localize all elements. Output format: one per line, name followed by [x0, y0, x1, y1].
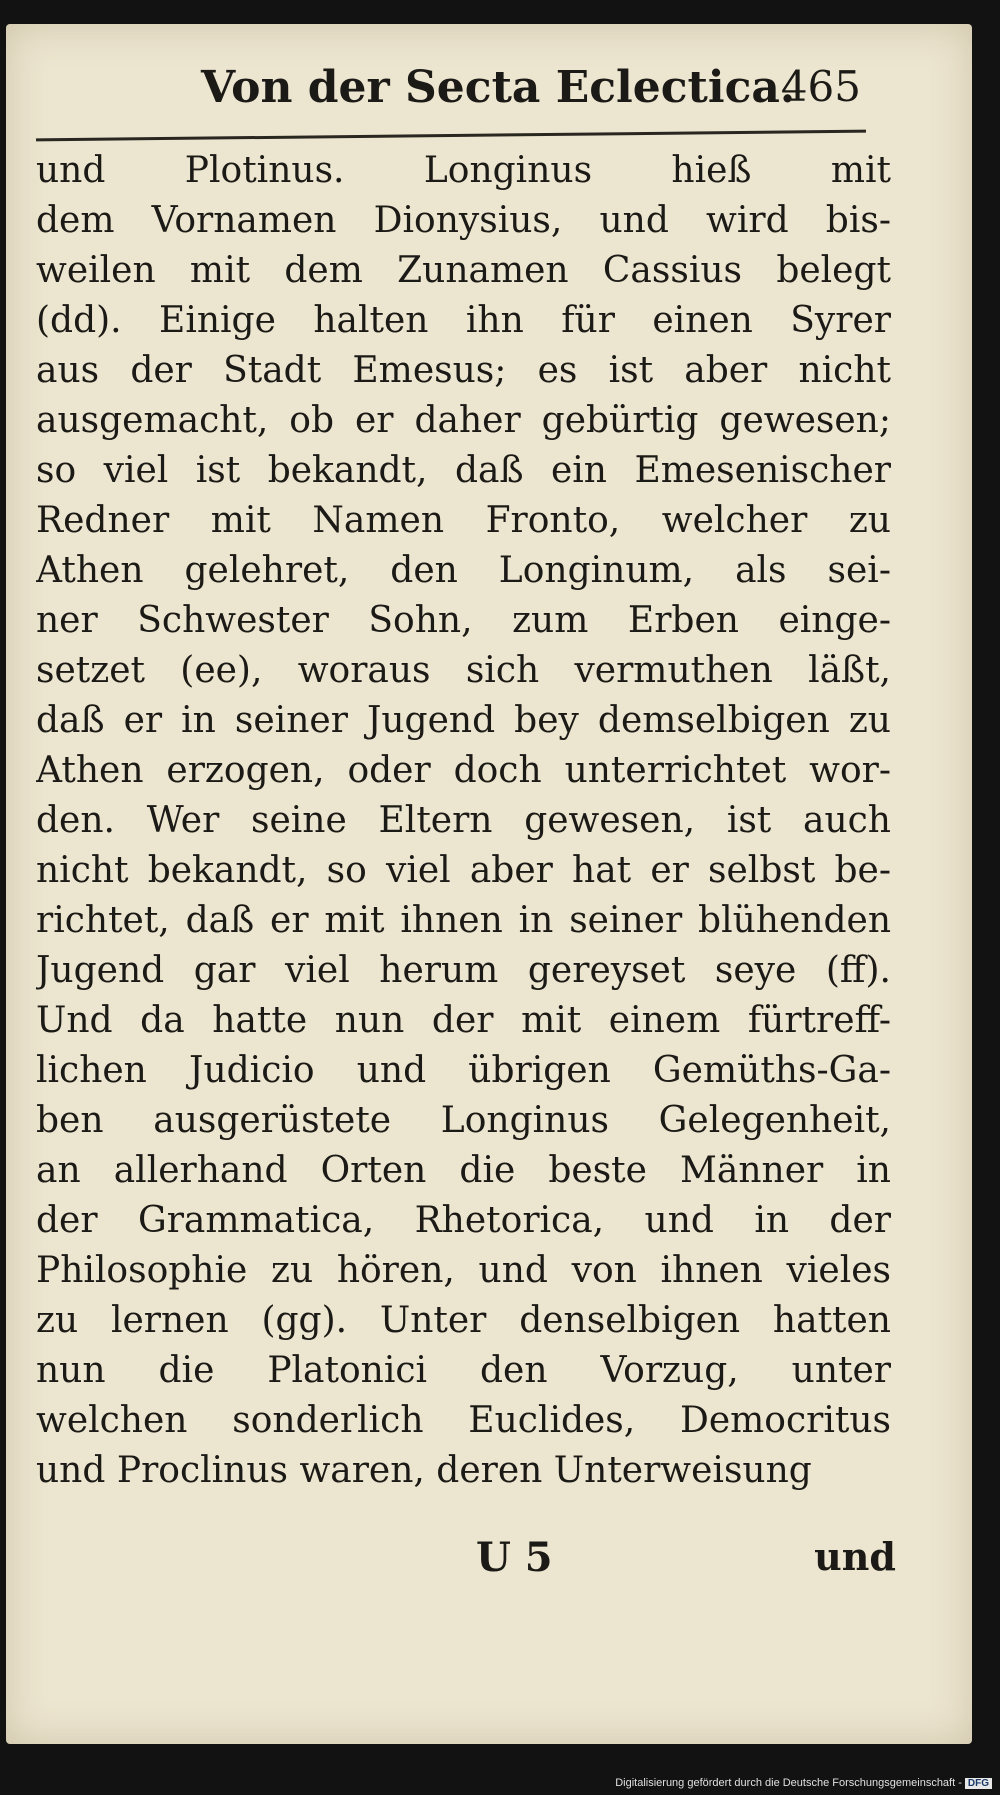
- text-line: daß er in seiner Jugend bey demselbigen zu: [36, 700, 891, 741]
- text-line: nun die Platonici den Vorzug, unter: [36, 1350, 891, 1391]
- page-footer: [456, 1534, 896, 1594]
- text-line: ausgemacht, ob er daher gebürtig gewesen;: [36, 400, 891, 441]
- text-line: zu lernen (gg). Unter denselbigen hatten: [36, 1300, 891, 1341]
- text-line: Redner mit Namen Fronto, welcher zu: [36, 500, 891, 541]
- digitization-credit: [615, 1777, 992, 1789]
- text-line: aus der Stadt Emesus; es ist aber nicht: [36, 350, 891, 391]
- text-line: und Plotinus. Longinus hieß mit: [36, 150, 891, 191]
- credit-text: Digitalisierung gefördert durch die Deutsche Forschungsgemeinschaft -: [615, 1777, 962, 1789]
- text-line: nicht bekandt, so viel aber hat er selbst be-: [36, 850, 891, 891]
- text-line: welchen sonderlich Euclides, Democritus: [36, 1400, 891, 1441]
- text-line: der Grammatica, Rhetorica, und in der: [36, 1200, 891, 1241]
- text-line: Athen erzogen, oder doch unterrichtet wor-: [36, 750, 891, 791]
- text-line: setzet (ee), woraus sich vermuthen läßt,: [36, 650, 891, 691]
- text-line: so viel ist bekandt, daß ein Emesenischer: [36, 450, 891, 491]
- text-line: den. Wer seine Eltern gewesen, ist auch: [36, 800, 891, 841]
- text-line: ner Schwester Sohn, zum Erben einge-: [36, 600, 891, 641]
- text-line: (dd). Einige halten ihn für einen Syrer: [36, 300, 891, 341]
- header-rule: [36, 130, 866, 142]
- signature-mark: U 5: [476, 1534, 553, 1581]
- text-line: Und da hatte nun der mit einem fürtreff-: [36, 1000, 891, 1041]
- text-line: lichen Judicio und übrigen Gemüths-Ga-: [36, 1050, 891, 1091]
- page-number: 465: [780, 62, 861, 111]
- text-line: und Proclinus waren, deren Unterweisung: [36, 1450, 812, 1491]
- text-line: ben ausgerüstete Longinus Gelegenheit,: [36, 1100, 891, 1141]
- text-line: weilen mit dem Zunamen Cassius belegt: [36, 250, 891, 291]
- text-line: Athen gelehret, den Longinum, als sei-: [36, 550, 891, 591]
- text-line: Philosophie zu hören, und von ihnen vieles: [36, 1250, 891, 1291]
- body-text: [36, 146, 891, 1496]
- text-line: Jugend gar viel herum gereyset seye (ff).: [36, 950, 891, 991]
- running-title: Von der Secta Eclectica.: [201, 62, 796, 113]
- catchword: und: [814, 1534, 896, 1579]
- book-page: [6, 24, 972, 1744]
- dfg-logo: DFG: [965, 1778, 992, 1789]
- text-line: dem Vornamen Dionysius, und wird bis-: [36, 200, 891, 241]
- text-line: richtet, daß er mit ihnen in seiner blühenden: [36, 900, 891, 941]
- text-line: an allerhand Orten die beste Männer in: [36, 1150, 891, 1191]
- running-header: [201, 62, 861, 122]
